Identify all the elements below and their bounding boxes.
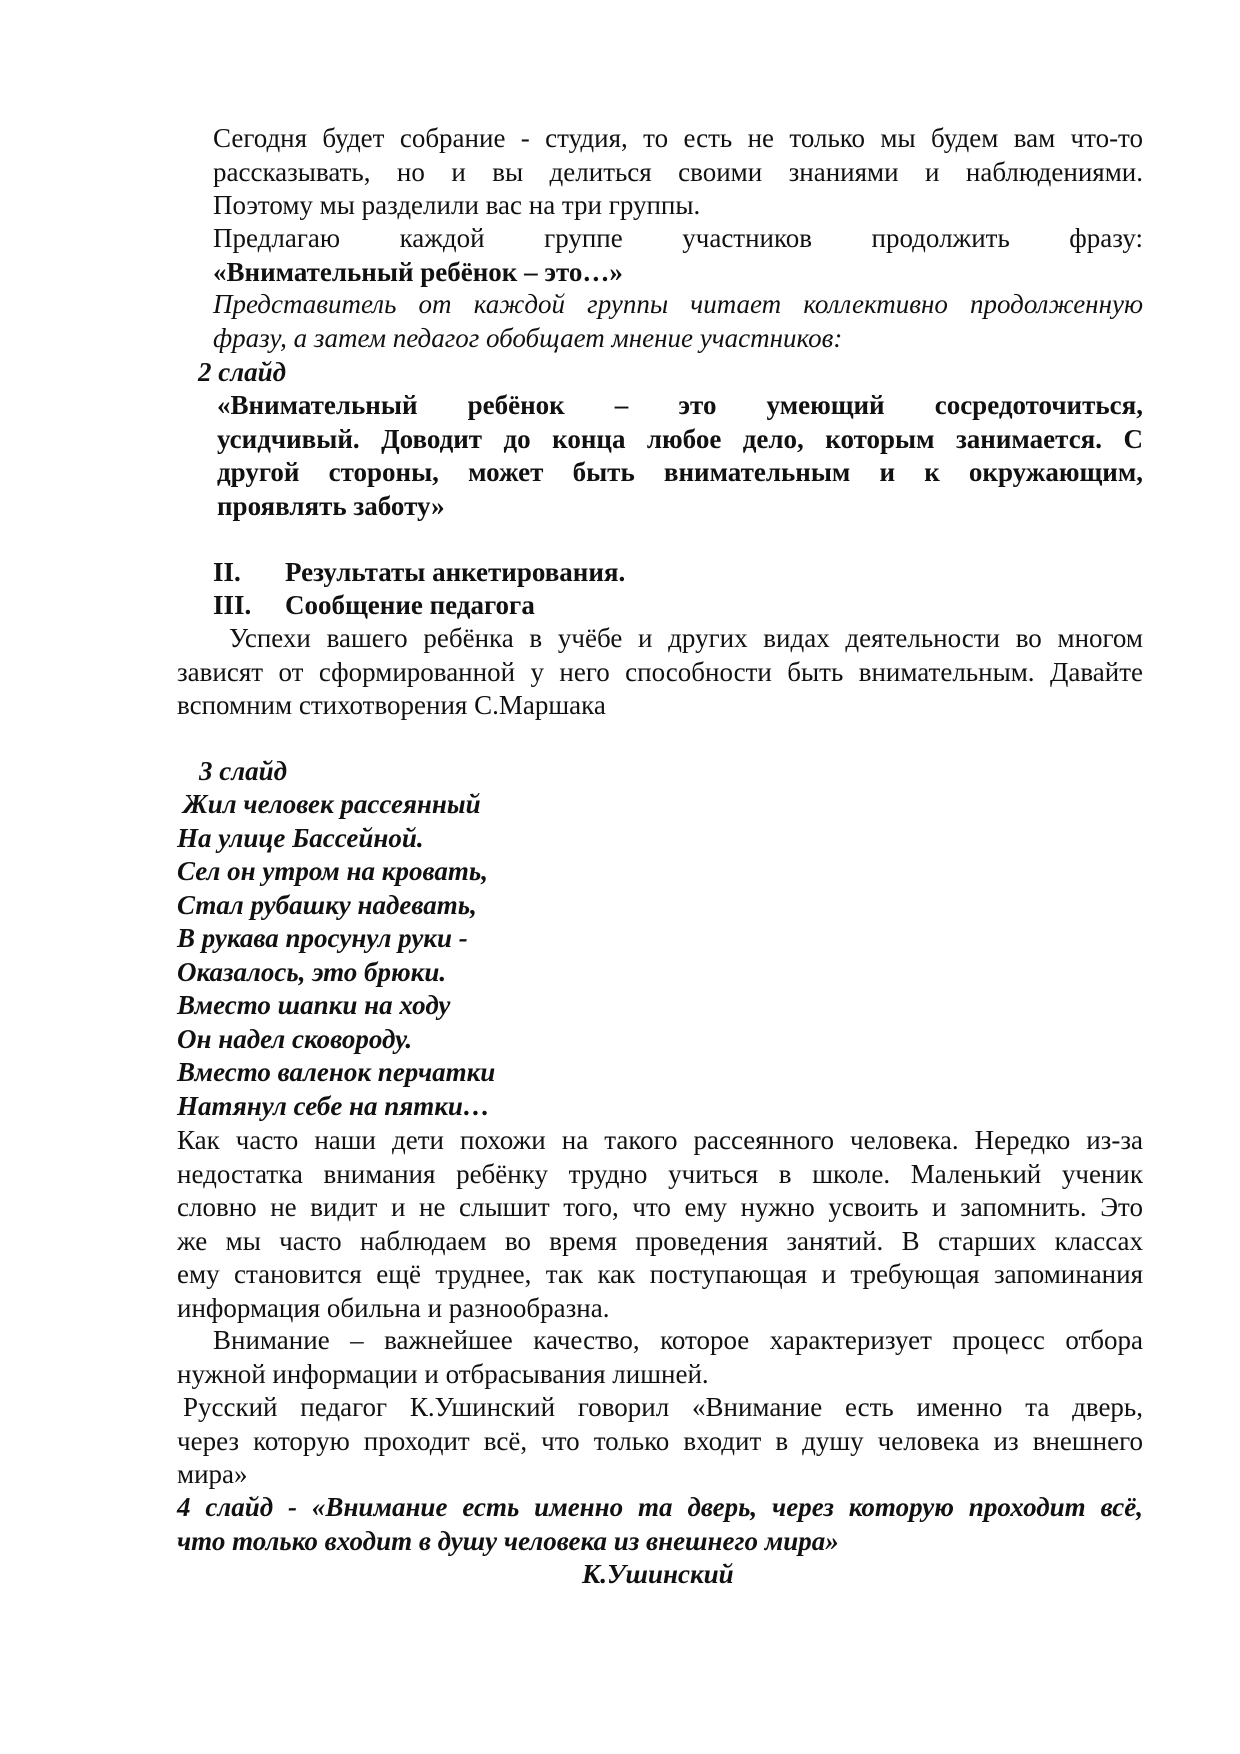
- discussion-line-2: недостатка внимания ребёнку трудно учиться в школе. Маленький ученик: [177, 1158, 1143, 1189]
- teacher-message-line-3: вспомним стихотворения С.Маршака: [177, 690, 606, 720]
- ushinsky-line-2: через которую проходит всё, что только входит в душу человека из внешнего: [177, 1425, 1143, 1456]
- attention-line-1: Внимание – важнейшее качество, которое характеризует процесс отбора: [213, 1325, 1143, 1355]
- slide-2-quote: [217, 389, 1143, 523]
- ushinsky-paragraph: [177, 1391, 1143, 1492]
- proposal-paragraph: [213, 222, 1143, 289]
- intro-line-1: Сегодня будет собрание - студия, то есть не только мы будем вам что-то: [213, 123, 1143, 153]
- poem-line: В рукава просунул руки -: [177, 923, 468, 953]
- instruction-paragraph: [213, 288, 1143, 355]
- discussion-paragraph: [177, 1124, 1143, 1325]
- section-heading-teacher-message: [213, 589, 535, 623]
- discussion-line-3: словно не видит и не слышит того, что ему нужно усвоить и запомнить. Это: [177, 1192, 1143, 1222]
- intro-paragraph: [213, 122, 1143, 223]
- slide-3-label: [199, 755, 287, 789]
- ushinsky-line-3: мира»: [177, 1459, 248, 1489]
- discussion-line-6: информация обильна и разнообразна.: [177, 1292, 610, 1323]
- poem-line: На улице Бассейной.: [177, 822, 424, 853]
- section-title: Результаты анкетирования.: [285, 557, 626, 587]
- attention-paragraph: [177, 1324, 1143, 1391]
- poem-line: Сел он утром на кровать,: [177, 856, 488, 886]
- discussion-line-1: Как часто наши дети похожи на такого рассеянного человека. Нередко из-за: [177, 1125, 1143, 1155]
- slide-4-quote: [177, 1491, 1143, 1558]
- slide-2-label-text: 2 слайд: [198, 357, 287, 387]
- quote-author-text: К.Ушинский: [582, 1559, 734, 1589]
- section-heading-results: [213, 556, 625, 590]
- section-number: II.: [213, 557, 241, 587]
- teacher-message-line-2: зависят от сформированной у него способности быть внимательным. Давайте: [177, 656, 1143, 687]
- slide-2-line-4: проявлять заботу»: [217, 490, 445, 521]
- poem-line: Вместо шапки на ходу: [177, 990, 451, 1020]
- poem-line: Жил человек рассеянный: [183, 789, 481, 819]
- slide-2-line-1: «Внимательный ребёнок – это умеющий сосредоточиться,: [217, 390, 1143, 420]
- discussion-line-5: ему становится ещё труднее, так как поступающая и требующая запоминания: [177, 1259, 1143, 1289]
- teacher-message-paragraph: [177, 622, 1143, 723]
- slide-2-label: [198, 356, 286, 390]
- intro-line-2: рассказывать, но и вы делиться своими знаниями и наблюдениями.: [213, 156, 1143, 187]
- section-title: Сообщение педагога: [285, 590, 535, 620]
- section-number: III.: [213, 590, 252, 620]
- poem-line: Оказалось, это брюки.: [177, 956, 447, 987]
- instruction-line-2: фразу, а затем педагог обобщает мнение участников:: [213, 322, 843, 353]
- marshak-poem: [177, 788, 877, 1123]
- slide-2-line-3: другой стороны, может быть внимательным и к окружающим,: [217, 457, 1143, 487]
- attention-line-2: нужной информации и отбрасывания лишней.: [177, 1358, 709, 1389]
- poem-line: Стал рубашку надевать,: [177, 889, 477, 920]
- ushinsky-line-1: Русский педагог К.Ушинский говорил «Внимание есть именно та дверь,: [183, 1392, 1143, 1422]
- discussion-line-4: же мы часто наблюдаем во время проведения занятий. В старших классах: [177, 1225, 1143, 1256]
- quote-author: [582, 1558, 734, 1592]
- slide-3-label-text: 3 слайд: [199, 756, 288, 786]
- poem-line: Он надел сковороду.: [177, 1023, 413, 1054]
- poem-line: Натянул себе на пятки…: [177, 1090, 490, 1121]
- proposal-line-1: Предлагаю каждой группе участников продолжить фразу:: [213, 223, 1143, 253]
- slide-2-line-2: усидчивый. Доводит до конца любое дело, которым занимается. С: [217, 423, 1143, 454]
- intro-line-3: Поэтому мы разделили вас на три группы.: [213, 190, 701, 220]
- poem-line: Вместо валенок перчатки: [177, 1057, 496, 1087]
- slide-4-line-1: 4 слайд - «Внимание есть именно та дверь, через которую проходит всё,: [177, 1492, 1143, 1522]
- slide-4-line-2: что только входит в душу человека из внешнего мира»: [177, 1525, 839, 1556]
- teacher-message-line-1: Успехи вашего ребёнка в учёбе и других видах деятельности во многом: [229, 623, 1143, 653]
- proposal-phrase: «Внимательный ребёнок – это…»: [213, 256, 623, 287]
- instruction-line-1: Представитель от каждой группы читает коллективно продолженную: [213, 289, 1143, 319]
